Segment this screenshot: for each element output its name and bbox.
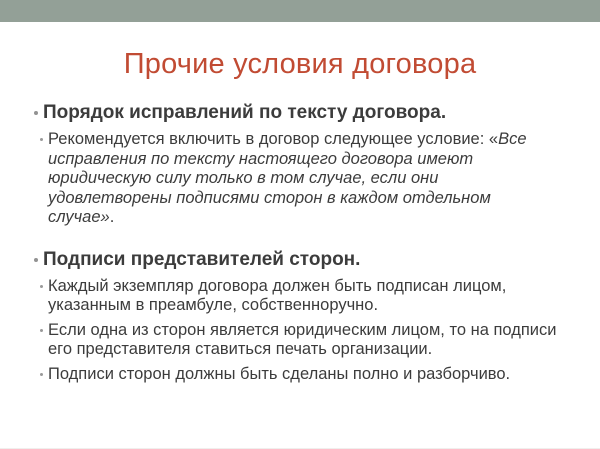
bullet-icon (40, 329, 43, 332)
list-item-text (48, 365, 510, 385)
list-item-text-regular: Рекомендуется включить в договор следующее условие: « (48, 130, 499, 148)
list-item-text-regular: Подписи сторон должны быть сделаны полно и разборчиво. (48, 364, 511, 383)
section-heading: Подписи представителей сторон. (43, 248, 361, 270)
list-item (40, 277, 572, 316)
list-item (40, 321, 572, 360)
list-item-text (48, 321, 560, 360)
slide-title: Прочие условия договора (123, 48, 477, 80)
slide-body (0, 101, 600, 384)
section-heading-row (34, 248, 572, 272)
bullet-icon (34, 258, 38, 262)
bullet-icon (40, 138, 43, 141)
bullet-icon (40, 285, 43, 288)
bullet-icon (40, 373, 43, 376)
list-item-text-italic: Все исправления по тексту настоящего договора имеют юридическую силу только в том случае, если они удовлетворены подписями сторон в каждом отдельном случае» (48, 130, 527, 226)
list-item-text (48, 130, 560, 228)
header-bar (0, 0, 600, 22)
list-item-text-after: . (109, 208, 115, 226)
section-corrections (34, 101, 572, 228)
section-heading: Порядок исправлений по тексту договора. (43, 102, 447, 123)
section-heading-row (34, 101, 572, 125)
bullet-icon (34, 111, 38, 115)
list-item-text-regular: Каждый экземпляр договора должен быть подписан лицом, указанным в преамбуле, собственноручно. (48, 276, 507, 314)
list-item (40, 365, 572, 385)
list-item (40, 130, 572, 228)
list-item-text (48, 277, 560, 316)
section-signatures (34, 248, 572, 385)
list-item-text-regular: Если одна из сторон является юридическим лицом, то на подписи его представителя ставиться печать организации. (48, 320, 557, 358)
